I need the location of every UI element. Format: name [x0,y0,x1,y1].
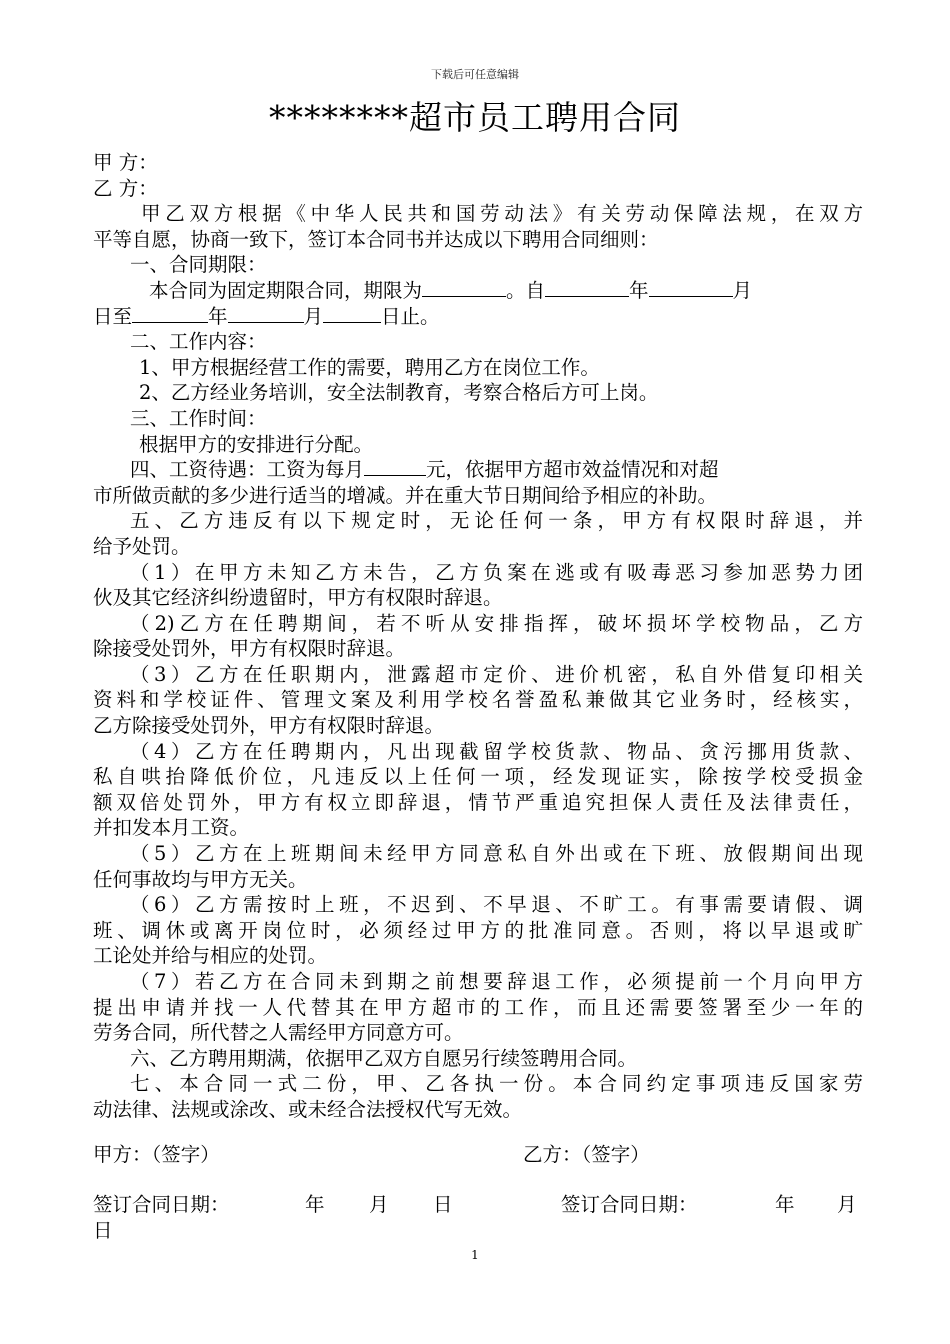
party-a-signature: 甲方：（签字） [93,1143,220,1166]
clause-7-line-1: （7）若乙方在合同未到期之前想要辞退工作，必须提前一个月向甲方 [130,970,863,993]
page-number: 1 [471,1248,479,1262]
section-3-heading: 三、工作时间： [130,406,267,430]
clause-4-line-4: 并扣发本月工资。 [93,816,250,840]
end-year-label: 年 [208,304,228,328]
party-a-date-label: 签订合同日期： [93,1193,230,1216]
contract-body [93,150,863,1123]
section-1-term-line [93,278,863,304]
section-5-line-1: 五、乙方违反有以下规定时，无论任何一条，甲方有权限时辞退，并 [130,509,863,533]
document-title: ********超市员工聘用合同 [269,98,681,137]
clause-7-line-3: 劳务合同，所代替之人需经甲方同意方可。 [93,1021,464,1045]
start-month-label: 月 [732,278,753,302]
clause-2-line-2: 除接受处罚外，甲方有权限时辞退。 [93,637,406,661]
section-2-heading: 二、工作内容： [130,330,267,354]
clause-5-line-1: （5）乙方在上班期间未经甲方同意私自外出或在下班、放假期间出现 [130,842,863,866]
term-blank [422,278,506,297]
end-day-label: 日止。 [381,304,440,328]
section-2-item-2: 2、乙方经业务培训，安全法制教育，考察合格后方可上岗。 [139,381,659,405]
clause-3-line-3: 乙方除接受处罚外，甲方有权限时辞退。 [93,714,445,738]
section-2-item-1: 1、甲方根据经营工作的需要，聘用乙方在岗位工作。 [139,355,600,379]
clause-3-line-1: （3）乙方在任职期内，泄露超市定价、进价机密，私自外借复印相关 [130,662,863,686]
signature-row [93,1142,863,1168]
party-b-signature: 乙方：（签字） [523,1143,650,1166]
party-a-date-month: 月 [369,1193,389,1216]
party-b-line: 乙 方： [93,176,158,200]
salary-text-cont: 元，依据甲方超市效益情况和对超 [426,458,719,482]
salary-text: 四、工资待遇：工资为每月 [130,458,365,482]
section-3-text: 根据甲方的安排进行分配。 [139,432,374,456]
intro-line-1: 甲乙双方根据《中华人民共和国劳动法》有关劳动保障法规，在双方 [141,202,863,226]
section-7-line-2: 动法律、法规或涂改、或未经合法授权代写无效。 [93,1097,523,1121]
clause-5-line-2: 任何事故均与甲方无关。 [93,867,308,891]
start-month-blank [649,278,733,297]
clause-6-line-1: （6）乙方需按时上班，不迟到、不早退、不旷工。有事需要请假、调 [130,893,863,917]
clause-6-line-3: 工论处并给与相应的处罚。 [93,944,328,968]
section-7-line-1: 七、本合同一式二份，甲、乙各执一份。本合同约定事项违反国家劳 [130,1072,863,1096]
term-from: 。自 [506,278,546,302]
clause-2-line-1: （2)乙方在任聘期间，若不听从安排指挥，破坏损坏学校物品，乙方 [130,611,863,635]
header-note: 下载后可任意编辑 [431,68,519,81]
party-a-date-day: 日 [433,1193,453,1216]
party-b-date-month: 月 [837,1193,857,1216]
section-1-heading: 一、合同期限： [130,253,267,277]
clause-1-line-1: （1）在甲方未知乙方未告，乙方负案在逃或有吸毒恶习参加恶势力团 [130,560,863,584]
party-b-date-year: 年 [775,1193,795,1216]
clause-1-line-2: 伙及其它经济纠纷遗留时，甲方有权限时辞退。 [93,586,503,610]
party-b-date-label: 签订合同日期： [561,1193,698,1216]
party-a-line: 甲 方： [93,151,158,174]
clause-6-line-2: 班、调休或离开岗位时，必须经过甲方的批准同意。否则，将以早退或旷 [93,918,863,942]
clause-4-line-1: （4）乙方在任聘期内，凡出现截留学校货款、物品、贪污挪用货款、 [130,739,863,763]
clause-4-line-3: 额双倍处罚外，甲方有权立即辞退，情节严重追究担保人责任及法律责任， [93,790,863,814]
clause-4-line-2: 私自哄抬降低价位，凡违反以上任何一项，经发现证实，除按学校受损金 [93,765,863,789]
party-a-date-year: 年 [305,1193,325,1216]
end-month-label: 月 [303,304,324,328]
start-year-blank [545,278,629,297]
date-row-wrap [93,1218,863,1244]
start-day-label: 日至 [93,304,133,328]
section-4-line-1 [93,457,863,483]
salary-blank [364,457,426,476]
clause-3-line-2: 资料和学校证件、管理文案及利用学校名誉盈私兼做其它业务时，经核实， [93,688,863,712]
term-text: 本合同为固定期限合同，期限为 [149,278,423,302]
end-day-blank [323,304,381,323]
end-year-blank [132,304,208,323]
end-month-blank [228,304,304,323]
clause-7-line-2: 提出申请并找一人代替其在甲方超市的工作，而且还需要签署至少一年的 [93,995,863,1019]
section-1-end-line [93,304,863,330]
section-5-line-2: 给予处罚。 [93,534,191,558]
date-row [93,1192,863,1218]
section-4-line-2: 市所做贡献的多少进行适当的增减。并在重大节日期间给予相应的补助。 [93,483,718,507]
intro-line-2: 平等自愿，协商一致下，签订本合同书并达成以下聘用合同细则： [93,227,659,251]
party-b-date-day: 日 [93,1219,113,1242]
section-6-text: 六、乙方聘用期满，依据甲乙双方自愿另行续签聘用合同。 [130,1046,638,1070]
start-year-label: 年 [629,278,649,302]
